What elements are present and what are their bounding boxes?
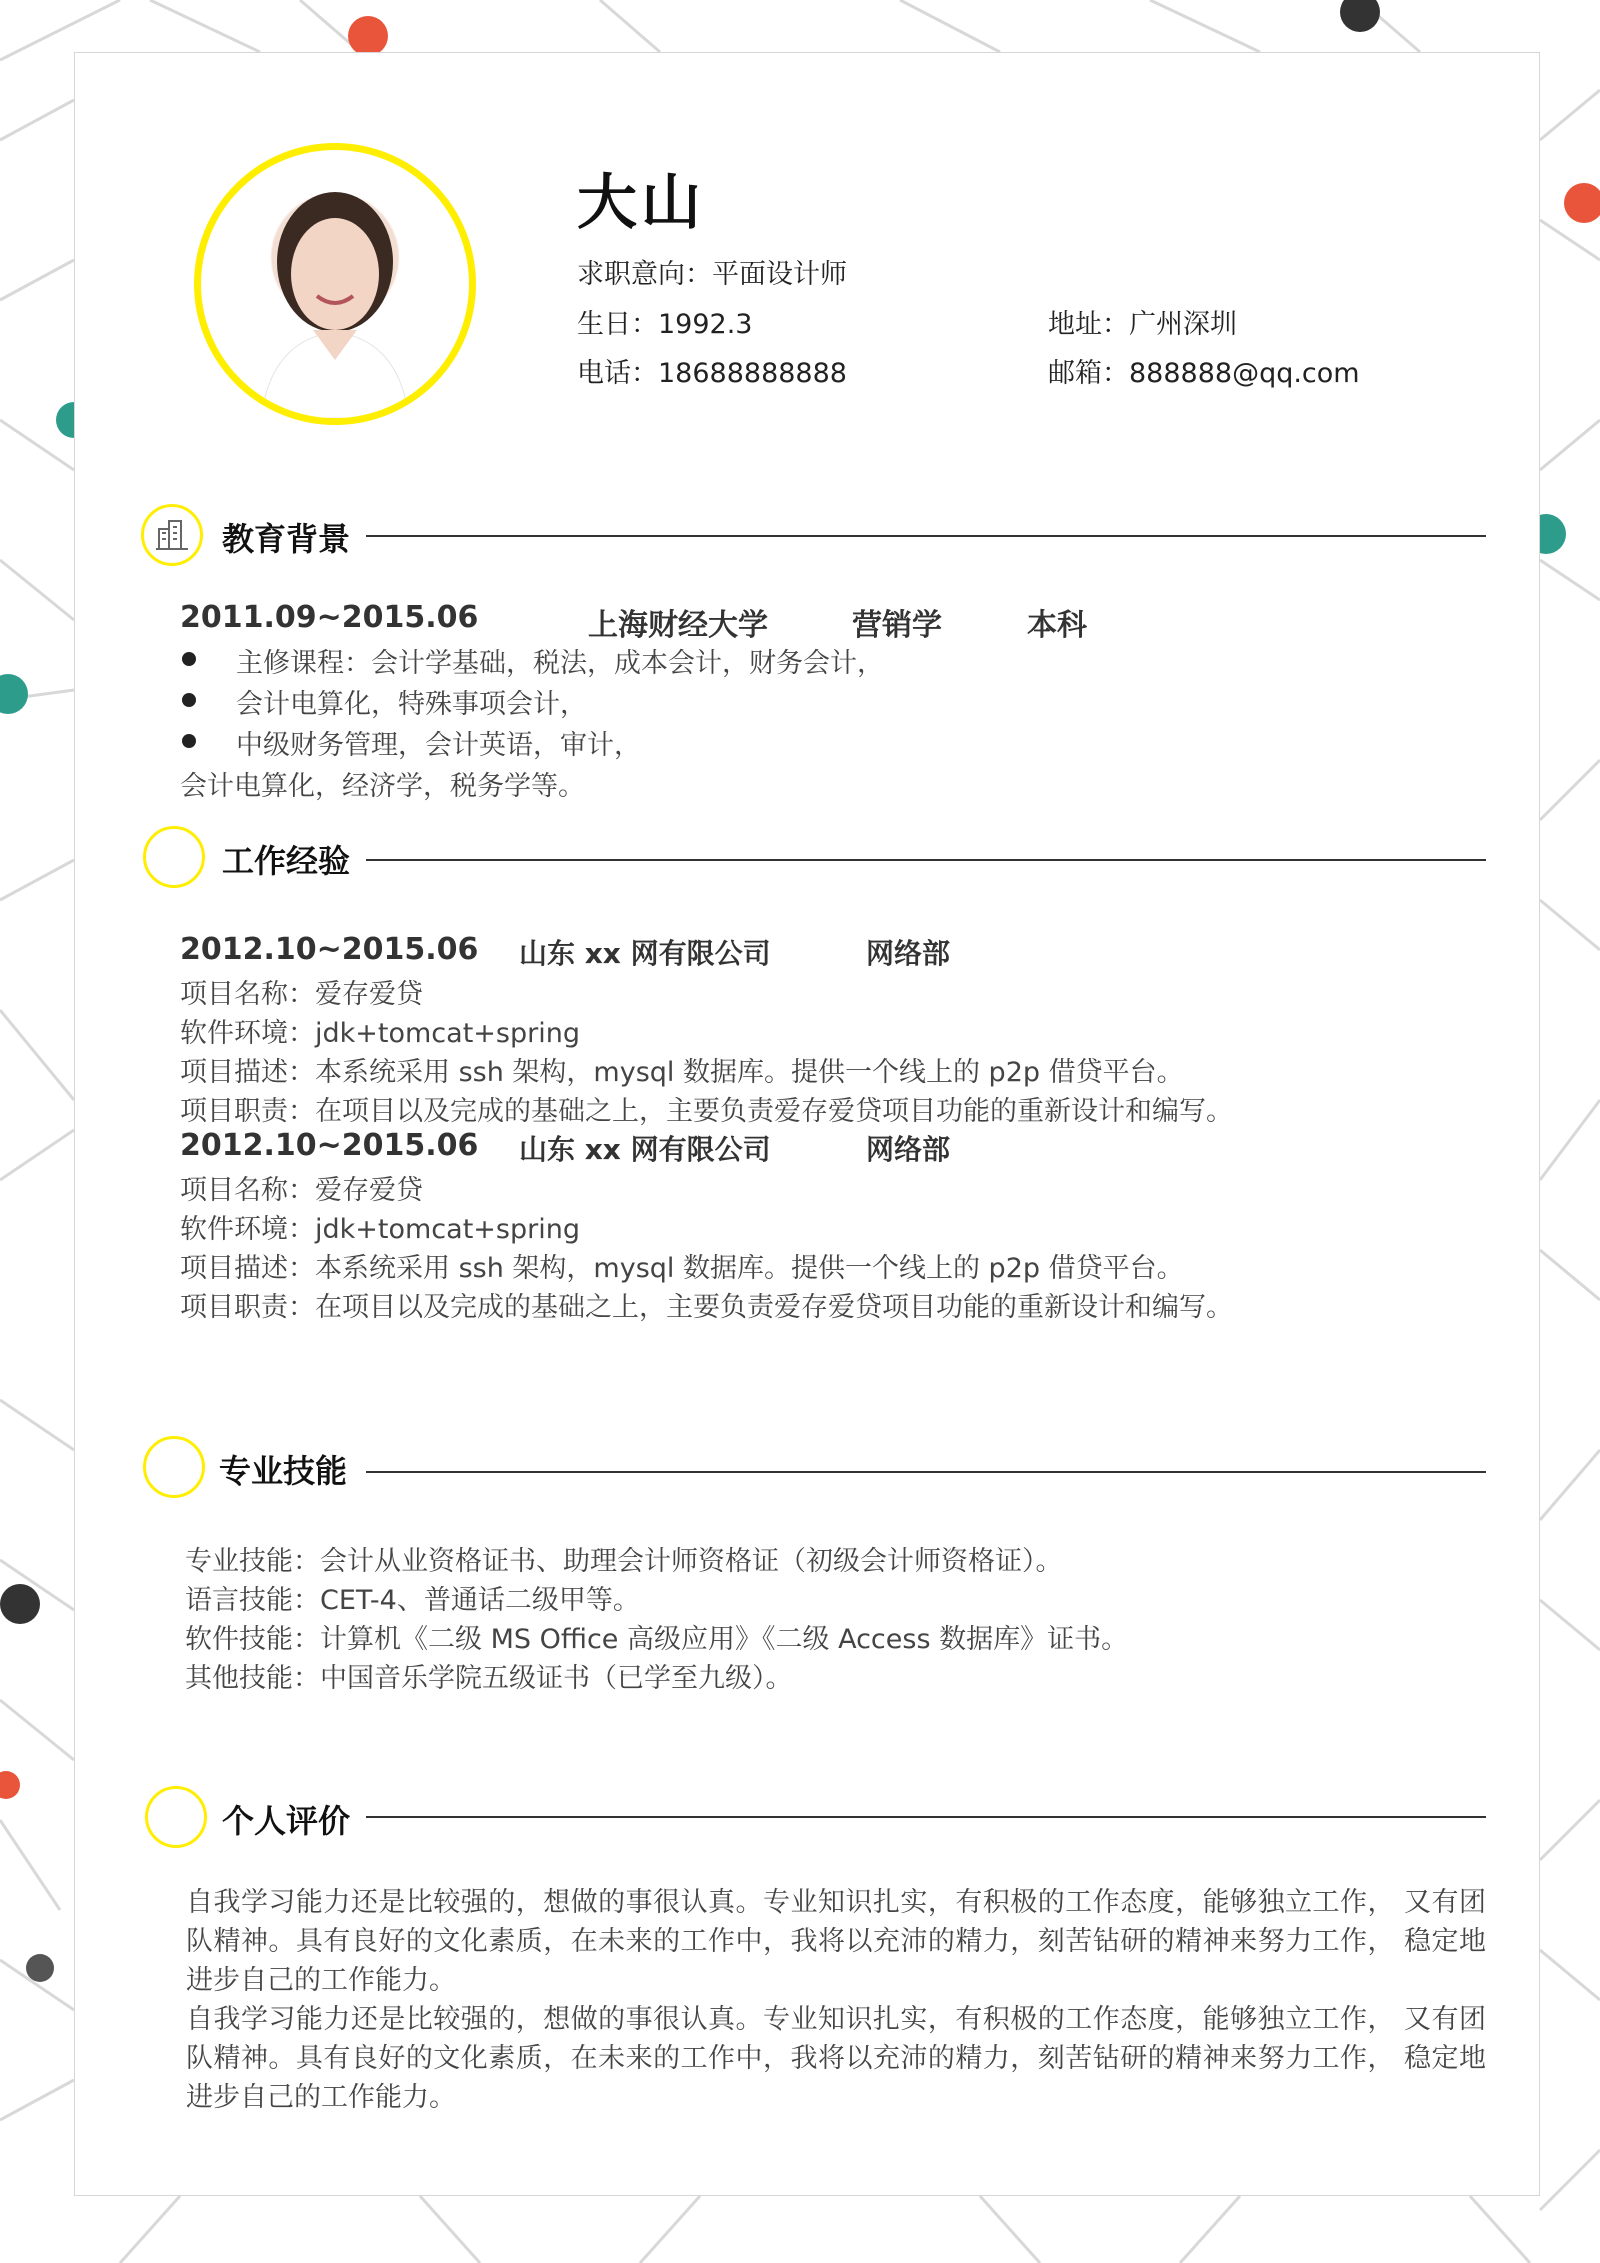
building-icon <box>144 507 200 563</box>
phone: 电话：18688888888 <box>577 358 847 389</box>
skill-item: 软件技能：计算机《二级 MS Office 高级应用》《二级 Access 数据库》证书。 <box>185 1624 1129 1655</box>
email: 邮箱：888888@qq.com <box>1048 358 1360 389</box>
work-duty: 项目职责：在项目以及完成的基础之上，主要负责爱存爱贷项目功能的重新设计和编写。 <box>180 1096 1233 1127</box>
skill-item: 其他技能：中国音乐学院五级证书（已学至九级）。 <box>185 1663 793 1694</box>
work-duty: 项目职责：在项目以及完成的基础之上，主要负责爱存爱贷项目功能的重新设计和编写。 <box>180 1292 1233 1323</box>
work-environment: 软件环境：jdk+tomcat+spring <box>180 1018 580 1049</box>
work-period: 2012.10~2015.06 <box>180 932 479 967</box>
address: 地址：广州深圳 <box>1048 309 1237 340</box>
work-dept: 网络部 <box>866 1133 951 1166</box>
section-title-education: 教育背景 <box>222 520 351 558</box>
bullet-dot <box>182 652 196 666</box>
work-period: 2012.10~2015.06 <box>180 1128 479 1163</box>
work-dept: 网络部 <box>866 937 951 970</box>
skill-item: 专业技能：会计从业资格证书、助理会计师资格证（初级会计师资格证）。 <box>185 1546 1063 1577</box>
edu-tail: 会计电算化，经济学，税务学等。 <box>180 771 585 802</box>
evaluation-section-icon <box>145 1786 207 1848</box>
edu-bullet: 会计电算化，特殊事项会计， <box>236 689 587 720</box>
work-section-icon <box>143 826 205 888</box>
edu-bullet: 中级财务管理，会计英语，审计， <box>236 730 641 761</box>
work-company: 山东 xx 网有限公司 <box>519 1133 771 1166</box>
edu-bullet: 主修课程：会计学基础，税法，成本会计，财务会计， <box>236 648 884 679</box>
section-divider <box>366 859 1486 861</box>
work-project-name: 项目名称：爱存爱贷 <box>180 979 423 1010</box>
work-description: 项目描述：本系统采用 ssh 架构，mysql 数据库。提供一个线上的 p2p 借贷平台。 <box>180 1253 1184 1284</box>
work-company: 山东 xx 网有限公司 <box>519 937 771 970</box>
section-divider <box>366 1471 1486 1473</box>
work-environment: 软件环境：jdk+tomcat+spring <box>180 1214 580 1245</box>
profile-photo <box>194 143 476 425</box>
section-divider <box>366 535 1486 537</box>
work-project-name: 项目名称：爱存爱贷 <box>180 1175 423 1206</box>
bullet-dot <box>182 693 196 707</box>
section-title-work: 工作经验 <box>222 842 351 880</box>
section-title-evaluation: 个人评价 <box>222 1802 351 1840</box>
candidate-name: 大山 <box>577 168 705 238</box>
job-intent: 求职意向：平面设计师 <box>577 259 847 290</box>
section-title-skills: 专业技能 <box>219 1452 348 1490</box>
avatar-portrait <box>201 150 469 418</box>
evaluation-paragraph: 自我学习能力还是比较强的，想做的事很认真。专业知识扎实，有积极的工作态度，能够独立工作， 又有团队精神。具有良好的文化素质，在未来的工作中，我将以充沛的精力，刻苦钻研的精神来努力工作， 稳定地进步自己的工作能力。 <box>186 1887 1486 1996</box>
edu-degree: 本科 <box>1027 608 1087 643</box>
skill-item: 语言技能：CET-4、普通话二级甲等。 <box>185 1585 640 1616</box>
skills-section-icon <box>143 1436 205 1498</box>
edu-school: 上海财经大学 <box>588 608 768 643</box>
education-section-icon <box>141 504 203 566</box>
edu-major: 营销学 <box>852 608 942 643</box>
birthday: 生日：1992.3 <box>577 309 753 340</box>
evaluation-paragraph: 自我学习能力还是比较强的，想做的事很认真。专业知识扎实，有积极的工作态度，能够独立工作， 又有团队精神。具有良好的文化素质，在未来的工作中，我将以充沛的精力，刻苦钻研的精神来努力工作， 稳定地进步自己的工作能力。 <box>186 2004 1486 2113</box>
bullet-dot <box>182 734 196 748</box>
work-description: 项目描述：本系统采用 ssh 架构，mysql 数据库。提供一个线上的 p2p 借贷平台。 <box>180 1057 1184 1088</box>
edu-period: 2011.09~2015.06 <box>180 600 479 635</box>
section-divider <box>366 1816 1486 1818</box>
